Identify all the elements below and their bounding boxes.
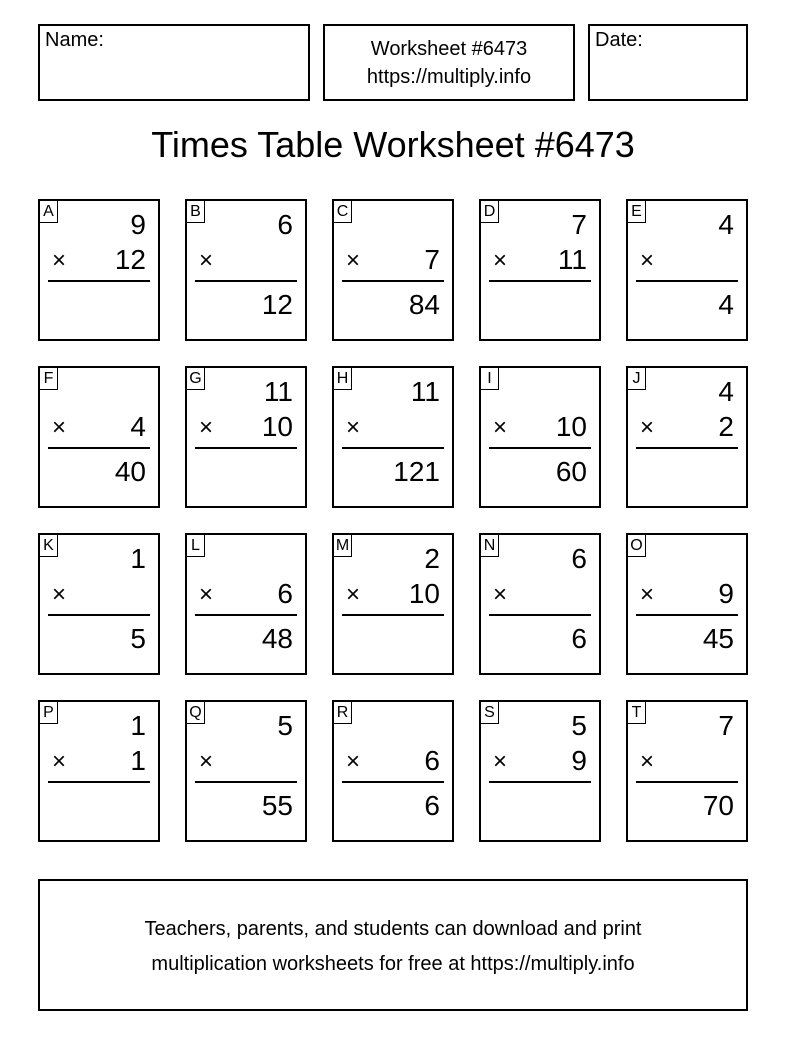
problem-box-r — [332, 700, 454, 842]
multiplicand: 2 — [424, 543, 440, 574]
problem-box-p — [38, 700, 160, 842]
multiplier: 1 — [130, 745, 146, 776]
product: 5 — [130, 623, 146, 654]
product: 121 — [393, 456, 440, 487]
answer-rule — [195, 447, 297, 449]
times-sign: × — [493, 581, 508, 608]
product: 84 — [408, 289, 440, 320]
times-sign: × — [52, 748, 67, 775]
answer-rule — [636, 781, 738, 783]
times-sign: × — [346, 581, 361, 608]
problem-letter: M — [334, 535, 352, 557]
answer-rule — [48, 280, 150, 282]
times-sign: × — [640, 414, 655, 441]
multiplier: 9 — [718, 578, 734, 609]
name-label: Name: — [45, 29, 104, 51]
worksheet-url: https://multiply.info — [366, 66, 532, 88]
problem-letter: F — [40, 368, 58, 390]
problem-letter: N — [481, 535, 499, 557]
problem-letter: J — [628, 368, 646, 390]
footer-line-1: Teachers, parents, and students can download and print — [144, 918, 642, 940]
answer-rule — [489, 781, 591, 783]
footer-line-2: multiplication worksheets for free at https://multiply.info — [151, 953, 635, 975]
multiplicand: 1 — [130, 543, 146, 574]
times-sign: × — [199, 247, 214, 274]
multiplier: 6 — [277, 578, 293, 609]
product: 48 — [261, 623, 293, 654]
problem-box-a — [38, 199, 160, 341]
multiplicand: 4 — [718, 209, 734, 240]
answer-rule — [636, 447, 738, 449]
product: 70 — [702, 790, 734, 821]
problem-box-g — [185, 366, 307, 508]
problem-letter: G — [187, 368, 205, 390]
answer-rule — [489, 447, 591, 449]
worksheet-id-box — [323, 24, 575, 101]
multiplicand: 6 — [571, 543, 587, 574]
product: 55 — [261, 790, 293, 821]
date-field-box — [588, 24, 748, 101]
times-sign: × — [493, 748, 508, 775]
times-sign: × — [346, 414, 361, 441]
multiplicand: 7 — [571, 209, 587, 240]
answer-rule — [636, 614, 738, 616]
problem-letter: D — [481, 201, 499, 223]
multiplicand: 7 — [718, 710, 734, 741]
problem-letter: L — [187, 535, 205, 557]
multiplier: 4 — [130, 411, 146, 442]
answer-rule — [342, 280, 444, 282]
multiplier: 6 — [424, 745, 440, 776]
problem-box-d — [479, 199, 601, 341]
problem-letter: C — [334, 201, 352, 223]
problem-letter: P — [40, 702, 58, 724]
footer-box — [38, 879, 748, 1011]
answer-rule — [195, 781, 297, 783]
product: 60 — [555, 456, 587, 487]
problem-box-b — [185, 199, 307, 341]
page-title: Times Table Worksheet #6473 — [151, 124, 635, 165]
answer-rule — [342, 614, 444, 616]
multiplier: 10 — [555, 411, 587, 442]
answer-rule — [489, 280, 591, 282]
product: 6 — [424, 790, 440, 821]
problem-box-s — [479, 700, 601, 842]
multiplicand: 5 — [277, 710, 293, 741]
problem-box-i — [479, 366, 601, 508]
problem-box-m — [332, 533, 454, 675]
answer-rule — [636, 280, 738, 282]
multiplicand: 11 — [263, 376, 293, 407]
answer-rule — [342, 781, 444, 783]
answer-rule — [489, 614, 591, 616]
problem-box-t — [626, 700, 748, 842]
times-sign: × — [346, 247, 361, 274]
problem-letter: Q — [187, 702, 205, 724]
times-sign: × — [199, 581, 214, 608]
problem-box-e — [626, 199, 748, 341]
multiplicand: 1 — [130, 710, 146, 741]
problem-letter: H — [334, 368, 352, 390]
name-field-box — [38, 24, 310, 101]
times-sign: × — [640, 247, 655, 274]
problem-box-j — [626, 366, 748, 508]
product: 40 — [114, 456, 146, 487]
times-sign: × — [640, 581, 655, 608]
times-sign: × — [346, 748, 361, 775]
answer-rule — [195, 614, 297, 616]
problem-letter: S — [481, 702, 499, 724]
answer-rule — [48, 447, 150, 449]
problem-letter: T — [628, 702, 646, 724]
times-sign: × — [52, 414, 67, 441]
problem-letter: O — [628, 535, 646, 557]
answer-rule — [195, 280, 297, 282]
problem-letter: B — [187, 201, 205, 223]
problem-letter: R — [334, 702, 352, 724]
problem-box-q — [185, 700, 307, 842]
multiplier: 10 — [261, 411, 293, 442]
times-sign: × — [640, 748, 655, 775]
answer-rule — [342, 447, 444, 449]
problem-letter: I — [481, 368, 499, 390]
product: 6 — [571, 623, 587, 654]
multiplicand: 4 — [718, 376, 734, 407]
multiplier: 11 — [557, 244, 587, 275]
multiplicand: 5 — [571, 710, 587, 741]
times-sign: × — [52, 247, 67, 274]
answer-rule — [48, 614, 150, 616]
multiplicand: 11 — [410, 376, 440, 407]
times-sign: × — [199, 414, 214, 441]
product: 4 — [718, 289, 734, 320]
times-sign: × — [493, 247, 508, 274]
multiplier: 2 — [718, 411, 734, 442]
problem-letter: K — [40, 535, 58, 557]
problem-letter: E — [628, 201, 646, 223]
problem-box-h — [332, 366, 454, 508]
problem-box-l — [185, 533, 307, 675]
problem-box-c — [332, 199, 454, 341]
answer-rule — [48, 781, 150, 783]
multiplier: 12 — [114, 244, 146, 275]
multiplier: 7 — [424, 244, 440, 275]
multiplier: 10 — [408, 578, 440, 609]
date-label: Date: — [595, 29, 643, 51]
multiplicand: 9 — [130, 209, 146, 240]
product: 12 — [261, 289, 293, 320]
product: 45 — [702, 623, 734, 654]
times-sign: × — [52, 581, 67, 608]
problem-letter: A — [40, 201, 58, 223]
times-sign: × — [199, 748, 214, 775]
worksheet-number: Worksheet #6473 — [370, 38, 528, 60]
multiplicand: 6 — [277, 209, 293, 240]
problem-box-f — [38, 366, 160, 508]
problem-box-k — [38, 533, 160, 675]
times-sign: × — [493, 414, 508, 441]
problem-box-n — [479, 533, 601, 675]
problem-box-o — [626, 533, 748, 675]
multiplier: 9 — [571, 745, 587, 776]
